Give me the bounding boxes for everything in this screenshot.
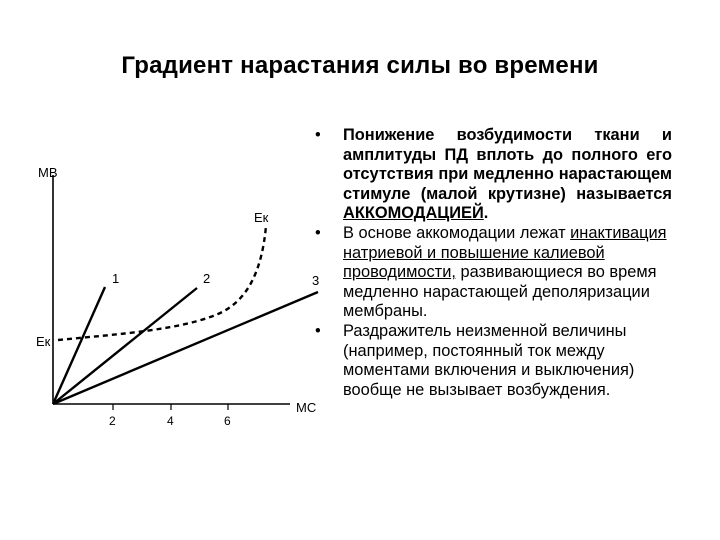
accommodation-term: АККОМОДАЦИЕЙ: [343, 204, 484, 223]
threshold-label: Ек: [36, 334, 51, 349]
bullet-text: Раздражитель неизменной величины (например, постоянный ток между моментами включения и выключения) вообще не вызывает возбуждения.: [343, 321, 635, 399]
bullet-dot: •: [315, 321, 321, 340]
accommodation-diagram: [0, 150, 340, 450]
x-axis-label: МС: [296, 400, 317, 415]
slide-title: Градиент нарастания силы во времени: [121, 52, 599, 79]
bullet-text: Понижение возбудимости ткани и амплитуды ПД вплоть до полного его отсутствия при медленно нарастающем стимуле (малой крутизне) называется АККОМОДАЦИЕЙ.: [343, 126, 672, 223]
bullet-item: [314, 224, 672, 322]
conductance-term: инактивация натриевой и повышение калиевой проводимости,: [343, 223, 667, 282]
y-axis-label: МВ: [38, 165, 58, 180]
x-tick-label-2: 2: [109, 414, 116, 428]
stimulus-line-2: [53, 288, 197, 404]
bullet-text: В основе аккомодации лежат инактивация натриевой и повышение калиевой проводимости, развивающиеся во время медленно нарастающей деполяризации мембраны.: [343, 223, 667, 321]
x-tick-label-4: 4: [167, 414, 174, 428]
bullet-dot: •: [315, 223, 321, 242]
bullet-item: [314, 126, 672, 224]
bullet-dot: •: [315, 126, 321, 144]
bullet-item: [314, 322, 672, 400]
curve-label: Ек: [254, 210, 269, 225]
bullet-list: [314, 126, 672, 400]
line-label-3: 3: [312, 273, 320, 288]
line-label-2: 2: [203, 271, 211, 286]
line-label-1: 1: [112, 271, 120, 286]
x-tick-label-6: 6: [224, 414, 231, 428]
stimulus-line-3: [53, 292, 318, 404]
